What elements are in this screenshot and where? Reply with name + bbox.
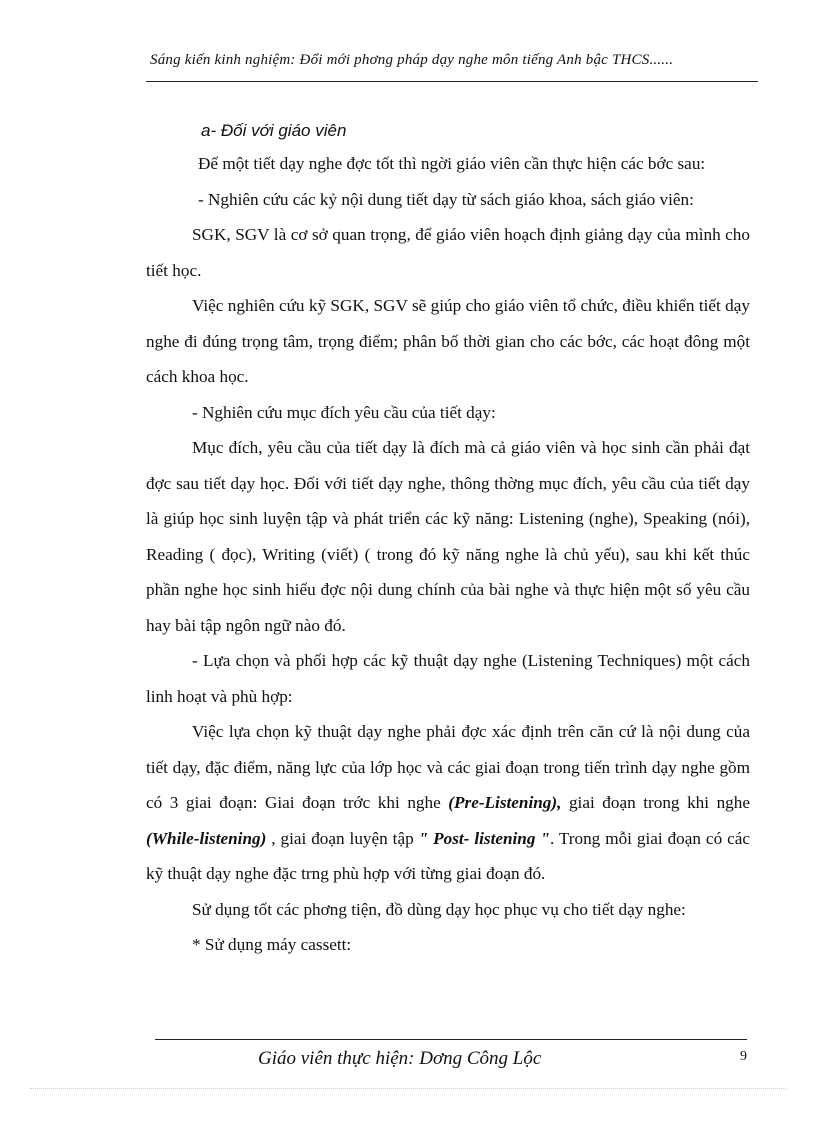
stages-text-3: , giai đoạn luyện tập bbox=[266, 828, 419, 848]
header-rule bbox=[146, 81, 758, 82]
page-bottom-border bbox=[30, 1088, 786, 1089]
stages-text-1: Việc lựa chọn kỹ thuật dạy nghe phải đợc xác định trên căn cứ là nội dung của tiết dạy, đặc điểm, năng lực của lớp học và các giai đoạn trong tiến trình dạy nghe gồm có 3 giai đoạn: Giai đoạn trớc khi nghe bbox=[146, 722, 750, 812]
stages-text-4: . Trong mỗi giai đoạn có các kỹ thuật dạy nghe đặc trng phù hợp với từng giai đoạn đó. bbox=[146, 828, 750, 883]
paragraph-techniques: - Lựa chọn và phối hợp các kỹ thuật dạy nghe (Listening Techniques) một cách linh hoạt và phù hợp: bbox=[146, 651, 750, 706]
paragraph-research-content: - Nghiên cứu các kỷ nội dung tiết dạy từ sách giáo khoa, sách giáo viên: bbox=[198, 189, 694, 209]
paragraph-intro: Để một tiết dạy nghe đợc tốt thì ngời giáo viên cần thực hiện các bớc sau: bbox=[198, 154, 706, 173]
post-listening-term: " Post- listening " bbox=[418, 828, 550, 848]
paragraph-research-benefit: Việc nghiên cứu kỹ SGK, SGV sẽ giúp cho giáo viên tổ chức, điều khiển tiết dạy nghe đi đúng trọng tâm, trọng điểm; phân bố thời gian cho các bớc, các hoạt đông một cách khoa học. bbox=[146, 296, 750, 386]
page-number: 9 bbox=[740, 1049, 747, 1064]
page-footer: Giáo viên thực hiện: Dơng Công Lộc bbox=[258, 1048, 542, 1069]
paragraph-cassette: * Sử dụng máy cassett: bbox=[192, 935, 352, 954]
page-header: Sáng kiến kinh nghiệm: Đổi mới phơng pháp dạy nghe môn tiếng Anh bậc THCS...... bbox=[150, 52, 674, 68]
paragraph-goal-detail: Mục đích, yêu cầu của tiết dạy là đích mà cả giáo viên và học sinh cần phải đạt đợc sau tiết dạy học. Đối với tiết dạy nghe, thông thờng mục đích, yêu cầu của tiết dạy là giúp học sinh luyện tập và phát triển các kỹ năng: Listening (nghe), Speaking (nói), Reading ( đọc), Writing (viết) ( trong đó kỹ năng nghe là chủ yếu), sau khi kết thúc phần nghe học sinh hiểu đợc nội dung chính của bài nghe và thực hiện một số yêu cầu hay bài tập ngôn ngữ nào đó. bbox=[146, 438, 750, 635]
paragraph-technique-stages bbox=[146, 714, 750, 892]
section-heading: a- Đối với giáo viên bbox=[201, 121, 347, 140]
footer-rule bbox=[155, 1039, 747, 1040]
while-listening-term: (While-listening) bbox=[146, 828, 267, 848]
paragraph-research-goal: - Nghiên cứu mục đích yêu cầu của tiết dạy: bbox=[192, 402, 496, 422]
paragraph-sgk-sgv: SGK, SGV là cơ sở quan trọng, để giáo viên hoạch định giảng dạy của mình cho tiết học. bbox=[146, 225, 750, 280]
paragraph-equipment: Sử dụng tốt các phơng tiện, đồ dùng dạy học phục vụ cho tiết dạy nghe: bbox=[192, 899, 686, 919]
pre-listening-term: (Pre-Listening), bbox=[448, 793, 562, 812]
document-body bbox=[146, 146, 750, 963]
stages-text-2: giai đoạn trong khi nghe bbox=[561, 793, 750, 812]
